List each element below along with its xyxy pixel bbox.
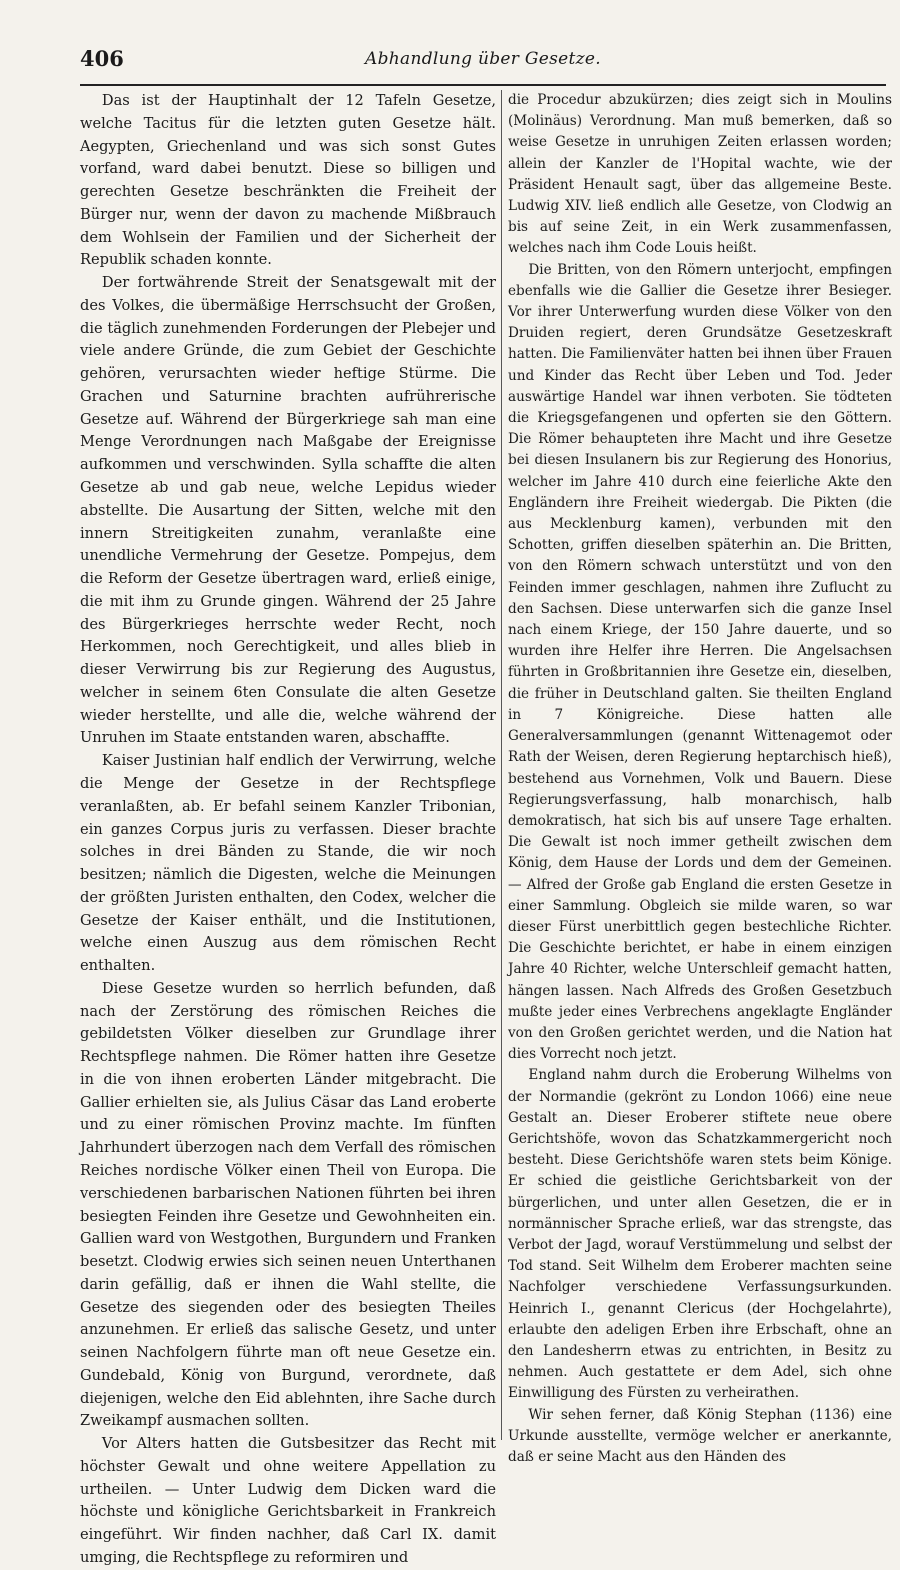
column-divider (501, 90, 502, 1440)
paragraph: Das ist der Hauptinhalt der 12 Tafeln Gesetze, welche Tacitus für die letzten guten Gesetze hält. Aegypten, Griechenland und was sich sonst Gutes vorfand, ward dabei benutzt. Diese so billigen und gerechten Gesetze beschränkten die Freiheit der Bürger nur, wenn der davon zu machende Mißbrauch dem Wohlsein der Familien und der Sicherheit der Republik schaden konnte. (80, 92, 496, 269)
paragraph: Wir sehen ferner, daß König Stephan (1136) eine Urkunde ausstellte, vermöge welcher er anerkannte, daß er seine Macht aus den Händen des (508, 1406, 892, 1465)
paragraph: die Procedur abzukürzen; dies zeigt sich in Moulins (Molinäus) Verordnung. Man muß bemerken, daß so weise Gesetze in unruhigen Zeiten erlassen worden; allein der Kanzler de l'Hopital wachte, wie der Präsident Henault sagt, über das allgemeine Beste. Ludwig XIV. ließ endlich alle Gesetze, von Clodwig an bis auf seine Zeit, in ein Werk zusammenfassen, welches nach ihm Code Louis heißt. (508, 92, 892, 257)
paragraph: Der fortwährende Streit der Senatsgewalt mit der des Volkes, die übermäßige Herrschsucht der Großen, die täglich zunehmenden Forderungen der Plebejer und viele andere Gründe, die zum Gebiet der Geschichte gehören, verursachten wieder heftige Stürme. Die Grachen und Saturnine brachten aufrührerische Gesetze auf. Während der Bürgerkriege sah man eine Menge Verordnungen nach Maßgabe der Ereignisse aufkommen und verschwinden. Sylla schaffte die alten Gesetze ab und gab neue, welche Lepidus wieder abstellte. Die Ausartung der Sitten, welche mit den innern Streitigkeiten zunahm, veranlaßte eine unendliche Vermehrung der Gesetze. Pompejus, dem die Reform der Gesetze übertragen ward, erließ einige, die mit ihm zu Grunde gingen. Während der 25 Jahre des Bürgerkrieges herrschte weder Recht, noch Herkommen, noch Gerechtigkeit, und alles blieb in dieser Verwirrung bis zur Regierung des Augustus, welcher in seinem 6ten Consulate die alten Gesetze wieder herstellte, und alle die, welche während der Unruhen im Staate entstanden waren, abschaffte. (80, 274, 496, 747)
paragraph: Die Britten, von den Römern unterjocht, empfingen ebenfalls wie die Gallier die Gesetze ihrer Besieger. Vor ihrer Unterwerfung wurden diese Völker von den Druiden regiert, deren Grundsätze Gesetzeskraft hatten. Die Familienväter hatten bei ihnen über Frauen und Kinder das Recht über Leben und Tod. Jeder auswärtige Handel war ihnen verboten. Sie tödteten die Kriegsgefangenen und opferten sie den Göttern. Die Römer behaupteten ihre Macht und ihre Gesetze bei diesen Insulanern bis zur Regierung des Honorius, welcher im Jahre 410 durch eine feierliche Akte den Engländern ihre Freiheit wiedergab. Die Pikten (die aus Mecklenburg kamen), verbunden mit den Schotten, griffen dieselben späterhin an. Die Britten, von den Römern schwach unterstützt und von den Feinden immer geschlagen, nahmen ihre Zuflucht zu den Sachsen. Diese unterwarfen sich die ganze Insel nach einem Kriege, der 150 Jahre dauerte, und so wurden ihre Helfer ihre Herren. Die Angelsachsen führten in Großbritannien ihre Gesetze ein, dieselben, die früher in Deutschland galten. Sie theilten England in 7 Königreiche. Diese hatten alle Generalversammlungen (genannt Wittenagemot oder Rath der Weisen, deren Regierung heptarchisch hieß), bestehend aus Vornehmen, Volk und Bauern. Diese Regierungsverfassung, halb monarchisch, halb demokratisch, hat sich bis auf unsere Tage erhalten. Die Gewalt ist noch immer getheilt zwischen dem König, dem Hause der Lords und dem der Gemeinen. — Alfred der Große gab England die ersten Gesetze in einer Sammlung. Obgleich sie milde waren, so war dieser Fürst unerbittlich gegen bestechliche Richter. Die Geschichte berichtet, er habe in einem einzigen Jahre 40 Richter, welche Unterschleif gemacht hatten, hängen lassen. Nach Alfreds des Großen Gesetzbuch mußte jeder eines Verbrechens angeklagte Engländer von den Großen gerichtet werden, und die Nation hat dies Vorrecht noch jetzt. (508, 261, 892, 1063)
paragraph: England nahm durch die Eroberung Wilhelms von der Normandie (gekrönt zu London 1066) eine neue Gestalt an. Dieser Eroberer stiftete neue obere Gerichtshöfe, wovon das Schatzkammergericht noch besteht. Diese Gerichtshöfe waren stets beim Könige. Er schied die geistliche Gerichtsbarkeit von der bürgerlichen, und unter allen Gesetzen, die er in normännischer Sprache erließ, war das strengste, das Verbot der Jagd, worauf Verstümmelung und selbst der Tod stand. Seit Wilhelm dem Eroberer machten seine Nachfolger verschiedene Verfassungsurkunden. Heinrich I., genannt Clericus (der Hochgelahrte), erlaubte den adeligen Erben ihre Erbschaft, ohne an den Landesherrn etwas zu entrichten, in Besitz zu nehmen. Auch gestattete er dem Adel, sich ohne Einwilligung des Fürsten zu verheirathen. (508, 1067, 892, 1402)
page-number: 406 (80, 46, 124, 71)
paragraph: Diese Gesetze wurden so herrlich befunden, daß nach der Zerstörung des römischen Reiches die gebildetsten Völker dieselben zur Grundlage ihrer Rechtspflege nahmen. Die Römer hatten ihre Gesetze in die von ihnen eroberten Länder mitgebracht. Die Gallier erhielten sie, als Julius Cäsar das Land eroberte und zu einer römischen Provinz machte. Im fünften Jahrhundert überzogen nach dem Verfall des römischen Reiches nordische Völker einen Theil von Europa. Die verschiedenen barbarischen Nationen führten bei ihren besiegten Feinden ihre Gesetze und Gewohnheiten ein. Gallien ward von Westgothen, Burgundern und Franken besetzt. Clodwig erwies sich seinen neuen Unterthanen darin gefällig, daß er ihnen die Wahl stellte, die Gesetze des siegenden oder des besiegten Theiles anzunehmen. Er erließ das salische Gesetz, und unter seinen Nachfolgern führte man oft neue Gesetze ein. Gundebald, König von Burgund, verordnete, daß diejenigen, welche den Eid ablehnten, ihre Sache durch Zweikampf ausmachen sollten. (80, 979, 496, 1430)
paragraph: Kaiser Justinian half endlich der Verwirrung, welche die Menge der Gesetze in der Rechtspflege veranlaßten, ab. Er befahl seinem Kanzler Tribonian, ein ganzes Corpus juris zu verfassen. Dieser brachte solches in drei Bänden zu Stande, die wir noch besitzen; nämlich die Digesten, welche die Meinungen der größten Juristen enthalten, den Codex, welcher die Gesetze der Kaiser enthält, und die Institutionen, welche einen Auszug aus dem römischen Recht enthalten. (80, 752, 496, 975)
header-rule (80, 84, 886, 86)
page-header (80, 46, 886, 80)
right-column (508, 90, 892, 1465)
left-column (80, 90, 496, 1566)
running-title: Abhandlung über Gesetze. (365, 49, 601, 69)
paragraph: Vor Alters hatten die Gutsbesitzer das Recht mit höchster Gewalt und ohne weitere Appellation zu urtheilen. — Unter Ludwig dem Dicken ward die höchste und königliche Gerichtsbarkeit in Frankreich eingeführt. Wir finden nachher, daß Carl IX. damit umging, die Rechtspflege zu reformiren und (80, 1435, 496, 1566)
